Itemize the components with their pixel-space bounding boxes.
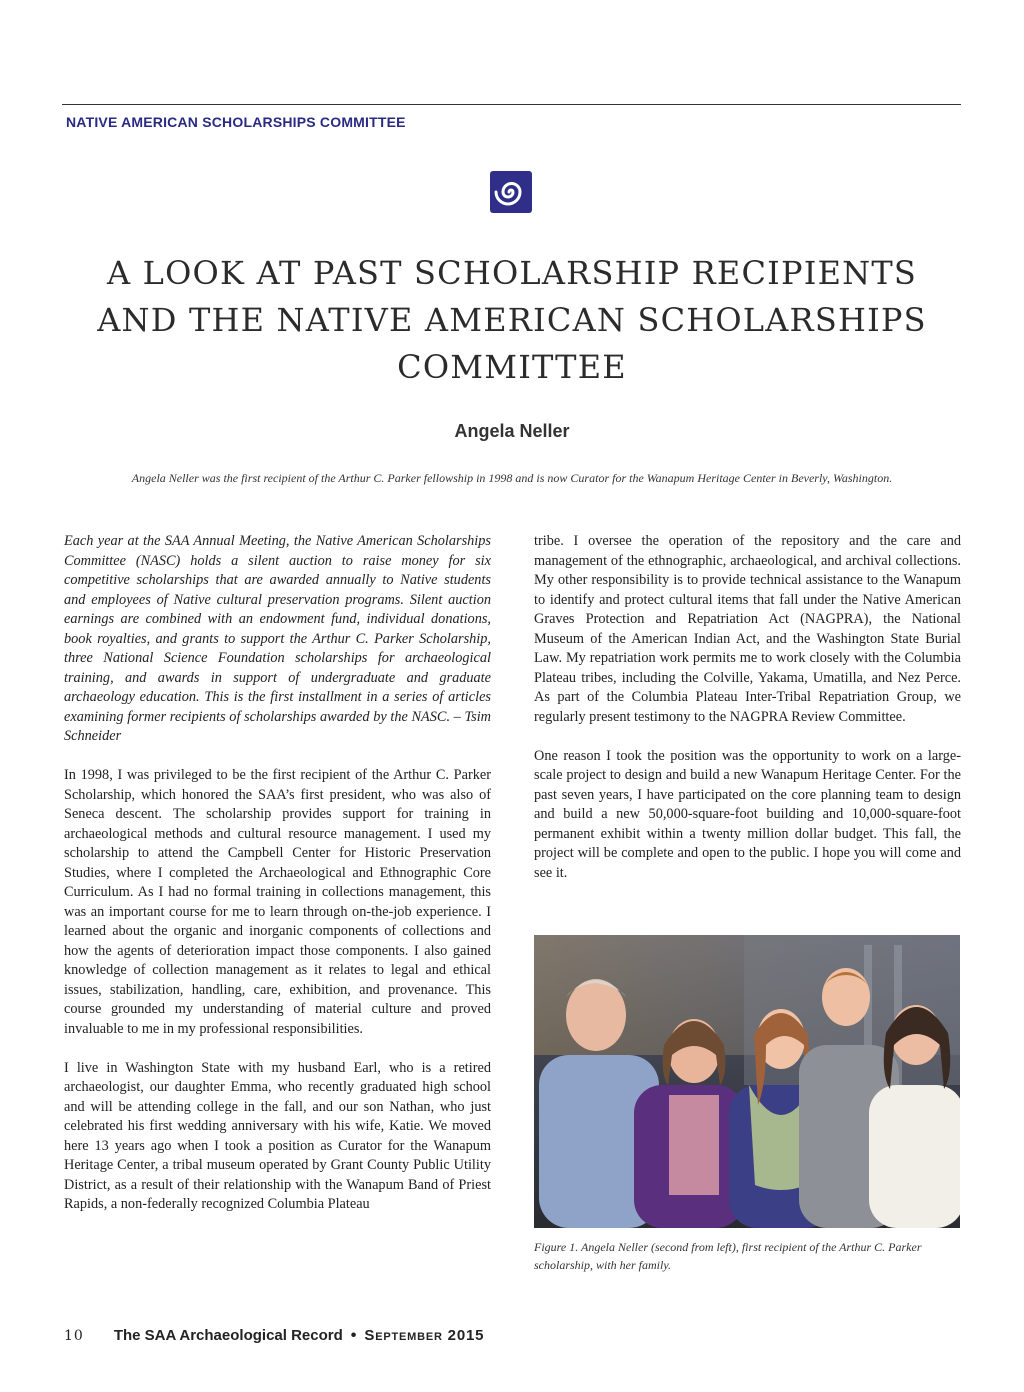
- page-footer: [64, 1327, 484, 1345]
- title-line: AND THE NATIVE AMERICAN SCHOLARSHIPS: [97, 301, 927, 339]
- right-column: [534, 532, 961, 903]
- publication-name: The SAA Archaeological Record: [113, 1327, 343, 1344]
- left-column: [64, 532, 491, 1234]
- title-line: COMMITTEE: [397, 348, 627, 386]
- intro-paragraph: Each year at the SAA Annual Meeting, the Native American Scholarships Committee (NASC) holds a silent auction to raise money for six competitive scholarships that are awarded annually to Native students and employees of Native cultural preservation programs. Silent auction earnings are combined with an endowment fund, individual donations, book royalties, and grants to support the Arthur C. Parker Scholarship, three National Science Foundation scholarships for archaeological training, and awards in support of undergraduate and graduate archaeology education. This is the first installment in a series of articles examining former recipients of scholarships awarded by the NASC. – Tsim Schneider: [64, 533, 491, 744]
- family-photo: [534, 935, 960, 1228]
- author-bio: Angela Neller was the first recipient of the Arthur C. Parker fellowship in 1998 and is now Curator for the Wanapum Heritage Center in Beverly, Washington.: [131, 471, 893, 485]
- figure-caption: Figure 1. Angela Neller (second from left), first recipient of the Arthur C. Parker scholarship, with her family.: [534, 1240, 922, 1272]
- section-label: NATIVE AMERICAN SCHOLARSHIPS COMMITTEE: [66, 114, 406, 130]
- body-paragraph: In 1998, I was privileged to be the first recipient of the Arthur C. Parker Scholarship, which honored the SAA’s first president, who was also of Seneca descent. The scholarship provides support for training in archaeological methods and cultural resource management. I used my scholarship to attend the Campbell Center for Historic Preservation Studies, where I completed the Archaeological and Ethnographic Core Curriculum. As I had no formal training in collections management, this was an important course for me to learn through on-the-job experience. I learned about the organic and inorganic components of collections and how the agents of deterioration impact those components. I also gained knowledge of collection management as it relates to legal and ethical issues, stabilization, handling, care, exhibition, and provenance. This course grounded my understanding of material culture and proved invaluable to me in my professional responsibilities.: [64, 767, 491, 1037]
- body-paragraph: One reason I took the position was the opportunity to work on a large-scale project to design and build a new Wanapum Heritage Center. For the past seven years, I have participated on the core planning team to design and build a new 50,000-square-foot building and 10,000-square-foot permanent exhibit within a twenty million dollar budget. This fall, the project will be complete and open to the public. I hope you will come and see it.: [534, 747, 961, 881]
- body-paragraph: I live in Washington State with my husband Earl, who is a retired archaeologist, our daughter Emma, who recently graduated high school and will be attending college in the fall, and our son Nathan, who just celebrated his first wedding anniversary with his wife, Katie. We moved here 13 years ago when I took a position as Curator for the Wanapum Heritage Center, a tribal museum operated by Grant County Public Utility District, as a result of their relationship with the Wanapum Band of Priest Rapids, a non-federally recognized Columbia Plateau: [64, 1059, 491, 1212]
- body-paragraph: tribe. I oversee the operation of the repository and the care and management of the ethnographic, archaeological, and archival collections. My other responsibility is to provide technical assistance to the Wanapum to identify and protect cultural items that fall under the Native American Graves Protection and Repatriation Act (NAGPRA), the National Museum of the American Indian Act, and the Washington State Burial Law. My repatriation work permits me to work closely with the Columbia Plateau tribes, including the Colville, Yakama, Umatilla, and Nez Perce. As part of the Columbia Plateau Inter-Tribal Repatriation Group, we regularly present testimony to the NAGPRA Review Committee.: [534, 533, 961, 725]
- spiral-icon: [490, 171, 532, 213]
- header-rule: [62, 104, 961, 105]
- article-title: [62, 250, 962, 391]
- issue-date: September 2015: [364, 1327, 485, 1344]
- footer-separator: •: [350, 1327, 357, 1344]
- author-name: Angela Neller: [454, 421, 570, 441]
- title-line: A LOOK AT PAST SCHOLARSHIP RECIPIENTS: [106, 254, 918, 292]
- page-number: 10: [64, 1328, 84, 1344]
